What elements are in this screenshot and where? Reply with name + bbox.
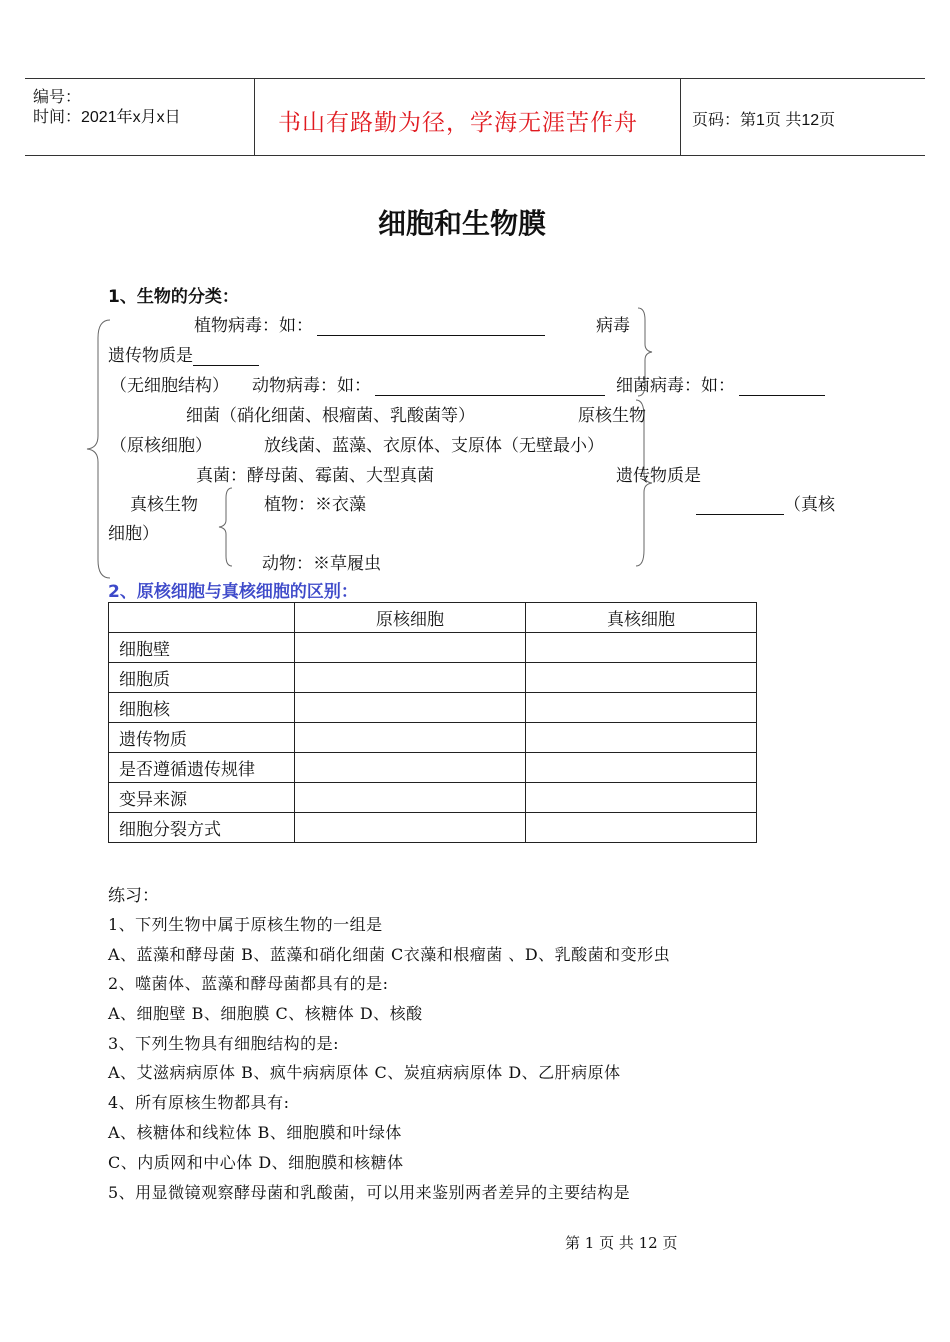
virus-label: 病毒: [596, 316, 630, 336]
answer-cell[interactable]: [526, 663, 757, 693]
table-row: [109, 723, 757, 753]
eukaryotic-suffix: （真核: [784, 495, 835, 515]
left-inner-brace: [216, 486, 236, 568]
answer-cell[interactable]: [526, 693, 757, 723]
genetic-material-label-2: 遗传物质是: [616, 466, 701, 486]
exercise-line: 1、下列生物中属于原核生物的一组是: [108, 915, 383, 934]
header-top-line: [25, 78, 925, 79]
bacterial-virus-line: [616, 371, 825, 396]
prokaryotic-cell-label: （原核细胞）: [110, 436, 212, 456]
bacterial-virus-blank[interactable]: [739, 377, 825, 396]
answer-cell[interactable]: [295, 783, 526, 813]
exercises-heading: 练习：: [108, 886, 159, 906]
row-label: 细胞分裂方式: [109, 813, 295, 843]
section2-heading: 2、原核细胞与真核细胞的区别：: [108, 582, 358, 602]
header-bottom-line: [25, 155, 925, 156]
cell-suffix-label: 细胞）: [108, 524, 159, 544]
exercise-line: C、内质网和中心体 D、细胞膜和核糖体: [108, 1153, 404, 1172]
answer-cell[interactable]: [526, 633, 757, 663]
comparison-table: [108, 602, 757, 843]
eukaryotic-blank[interactable]: [696, 496, 784, 515]
bacterial-virus-text: 细菌病毒：如：: [616, 376, 735, 396]
page-title: 细胞和生物膜: [378, 207, 547, 240]
table-row: [109, 633, 757, 663]
eukaryotic-blank-line: [696, 490, 835, 515]
header-motto: 书山有路勤为径，学海无涯苦作舟: [278, 110, 638, 136]
exercise-line: 3、下列生物具有细胞结构的是:: [108, 1034, 340, 1053]
answer-cell[interactable]: [295, 633, 526, 663]
section1-heading: 1、生物的分类：: [108, 287, 239, 307]
bacteria-label: 细菌（硝化细菌、根瘤菌、乳酸菌等）: [186, 406, 475, 426]
exercise-line: A、核糖体和线粒体 B、细胞膜和叶绿体: [108, 1123, 402, 1142]
animal-virus-line: [252, 371, 605, 396]
table-row: [109, 783, 757, 813]
exercise-line: 4、所有原核生物都具有:: [108, 1093, 290, 1112]
table-header-cell: [109, 603, 295, 633]
row-label: 细胞质: [109, 663, 295, 693]
genetic-material-line: [108, 341, 259, 366]
eukaryote-label: 真核生物: [130, 495, 198, 515]
actinomycetes-label: 放线菌、蓝藻、衣原体、支原体（无壁最小）: [264, 436, 604, 456]
exercise-line: A、蓝藻和酵母菌 B、蓝藻和硝化细菌 C衣藻和根瘤菌 、D、乳酸菌和变形虫: [108, 945, 671, 964]
animal-virus-blank[interactable]: [375, 377, 605, 396]
plant-virus-text: 植物病毒：如：: [194, 316, 313, 336]
animal-label: 动物：※草履虫: [262, 554, 381, 574]
header-time-label: 时间：2021年x月x日: [33, 109, 181, 126]
table-header-cell: 原核细胞: [295, 603, 526, 633]
exercise-line: 2、噬菌体、蓝藻和酵母菌都具有的是:: [108, 974, 389, 993]
table-row: [109, 813, 757, 843]
row-label: 遗传物质: [109, 723, 295, 753]
fungi-label: 真菌：酵母菌、霉菌、大型真菌: [196, 466, 434, 486]
genetic-material-text: 遗传物质是: [108, 346, 193, 366]
row-label: 细胞核: [109, 693, 295, 723]
table-row: [109, 693, 757, 723]
exercise-line: A、艾滋病病原体 B、疯牛病病原体 C、炭疽病病原体 D、乙肝病原体: [108, 1063, 621, 1082]
table-header-row: [109, 603, 757, 633]
plant-label: 植物：※衣藻: [264, 495, 366, 515]
header-number-label: 编号：: [33, 89, 82, 106]
header-page-label: 页码：第1页 共12页: [692, 112, 836, 129]
row-label: 是否遵循遗传规律: [109, 753, 295, 783]
page-footer: 第 1 页 共 12 页: [565, 1234, 678, 1252]
table-row: [109, 753, 757, 783]
table-row: [109, 663, 757, 693]
table-header-cell: 真核细胞: [526, 603, 757, 633]
answer-cell[interactable]: [295, 813, 526, 843]
row-label: 细胞壁: [109, 633, 295, 663]
answer-cell[interactable]: [295, 663, 526, 693]
answer-cell[interactable]: [526, 783, 757, 813]
answer-cell[interactable]: [526, 813, 757, 843]
genetic-material-blank[interactable]: [193, 347, 259, 366]
plant-virus-blank[interactable]: [317, 317, 545, 336]
answer-cell[interactable]: [295, 723, 526, 753]
exercise-line: 5、用显微镜观察酵母菌和乳酸菌，可以用来鉴别两者差异的主要结构是: [108, 1183, 631, 1202]
no-cell-structure-label: （无细胞结构）: [110, 376, 229, 396]
exercise-line: A、细胞壁 B、细胞膜 C、核糖体 D、核酸: [108, 1004, 423, 1023]
answer-cell[interactable]: [295, 753, 526, 783]
header-divider-1: [254, 78, 255, 155]
plant-virus-label: [194, 311, 545, 336]
answer-cell[interactable]: [526, 753, 757, 783]
prokaryote-label: 原核生物: [578, 406, 646, 426]
answer-cell[interactable]: [295, 693, 526, 723]
animal-virus-text: 动物病毒：如：: [252, 376, 371, 396]
header-divider-2: [680, 78, 681, 155]
answer-cell[interactable]: [526, 723, 757, 753]
row-label: 变异来源: [109, 783, 295, 813]
